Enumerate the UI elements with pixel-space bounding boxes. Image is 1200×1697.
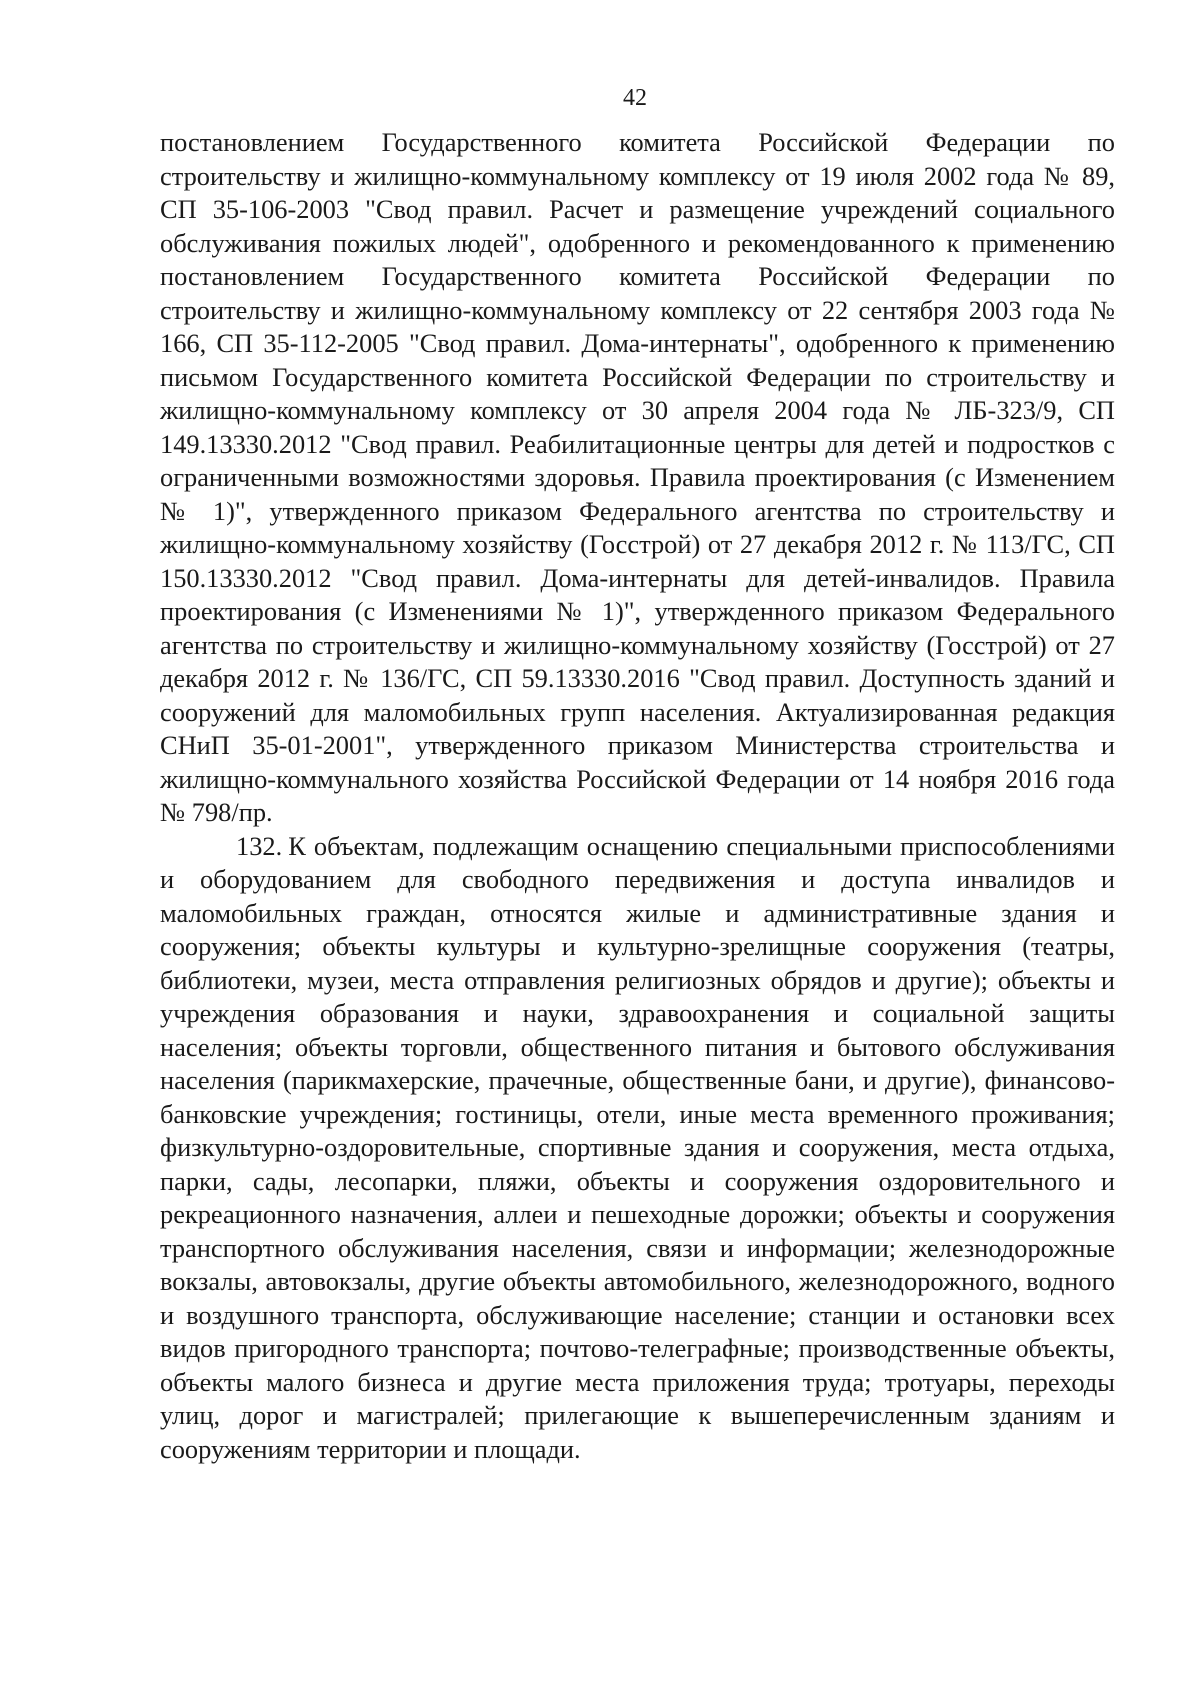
page-number: 42 (623, 85, 647, 111)
paragraph-item-132 (160, 830, 1115, 1467)
body-text (160, 126, 1115, 1466)
item-number: 132. (236, 830, 283, 861)
item-text: К объектам, подлежащим оснащению специальными приспособлениями и оборудованием для свободного передвижения и доступа инвалидов и маломобильных граждан, относятся жилые и административные здания и сооружения; объекты культуры и культурно-зрелищные сооружения (театры, библиотеки, музеи, места отправления религиозных обрядов и другие); объекты и учреждения образования и науки, здравоохранения и социальной защиты населения; объекты торговли, общественного питания и бытового обслуживания населения (парикмахерские, прачечные, общественные бани, и другие), финансово-банковские учреждения; гостиницы, отели, иные места временного проживания; физкультурно-оздоровительные, спортивные здания и сооружения, места отдыха, парки, сады, лесопарки, пляжи, объекты и сооружения оздоровительного и рекреационного назначения, аллеи и пешеходные дорожки; объекты и сооружения транспортного обслуживания населения, связи и информации; железнодорожные вокзалы, автовокзалы, другие объекты автомобильного, железнодорожного, водного и воздушного транспорта, обслуживающие население; станции и остановки всех видов пригородного транспорта; почтово-телеграфные; производственные объекты, объекты малого бизнеса и другие места приложения труда; тротуары, переходы улиц, дорог и магистралей; прилегающие к вышеперечисленным зданиям и сооружениям территории и площади. (160, 830, 1115, 1464)
paragraph-continuation: постановлением Государственного комитета Российской Федерации по строительству и жилищно-коммунальному комплексу от 19 июля 2002 года № 89, СП 35-106-2003 "Свод правил. Расчет и размещение учреждений социального обслуживания пожилых людей", одобренного и рекомендованного к применению постановлением Государственного комитета Российской Федерации по строительству и жилищно-коммунальному комплексу от 22 сентября 2003 года № 166, СП 35-112-2005 "Свод правил. Дома-интернаты", одобренного к применению письмом Государственного комитета Российской Федерации по строительству и жилищно-коммунальному комплексу от 30 апреля 2004 года № ЛБ-323/9, СП 149.13330.2012 "Свод правил. Реабилитационные центры для детей и подростков с ограниченными возможностями здоровья. Правила проектирования (с Изменением № 1)", утвержденного приказом Федерального агентства по строительству и жилищно-коммунальному хозяйству (Госстрой) от 27 декабря 2012 г. № 113/ГС, СП 150.13330.2012 "Свод правил. Дома-интернаты для детей-инвалидов. Правила проектирования (с Изменениями № 1)", утвержденного приказом Федерального агентства по строительству и жилищно-коммунальному хозяйству (Госстрой) от 27 декабря 2012 г. № 136/ГС, СП 59.13330.2016 "Свод правил. Доступность зданий и сооружений для маломобильных групп населения. Актуализированная редакция СНиП 35-01-2001", утвержденного приказом Министерства строительства и жилищно-коммунального хозяйства Российской Федерации от 14 ноября 2016 года № 798/пр. (160, 127, 1115, 827)
